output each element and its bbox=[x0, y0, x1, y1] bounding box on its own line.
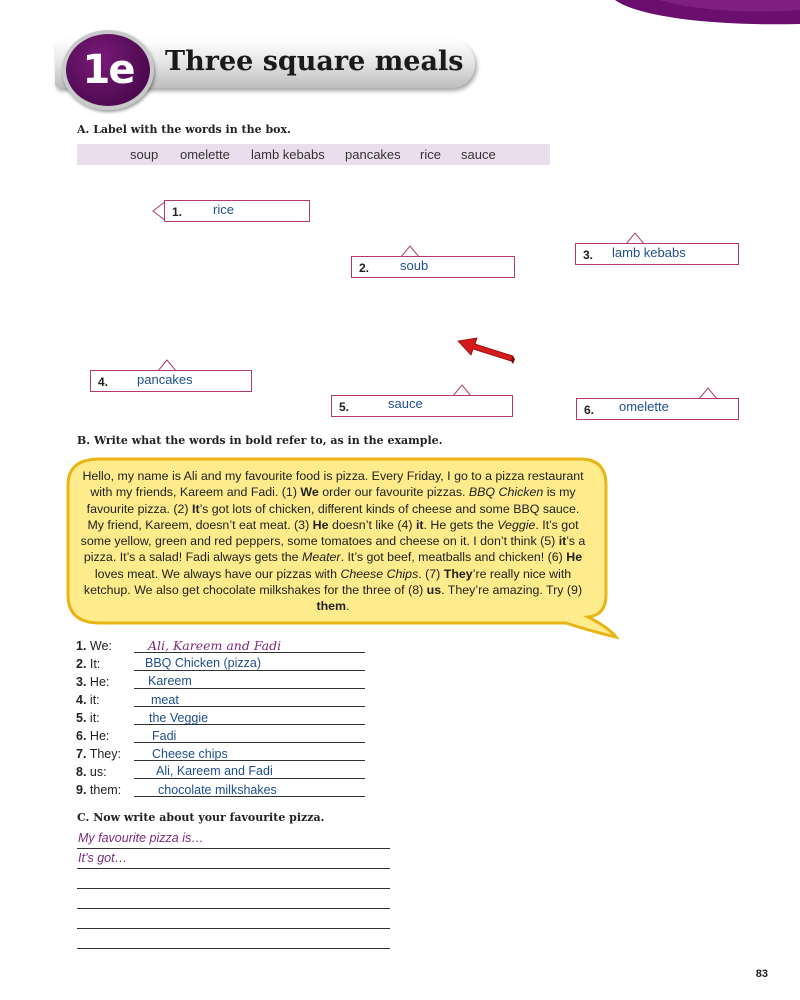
writing-line[interactable] bbox=[77, 910, 390, 929]
story-text bbox=[78, 468, 588, 615]
story-segment: . (7) bbox=[418, 566, 444, 581]
word-box-item: pancakes bbox=[345, 147, 401, 162]
story-segment: Hello, my name is Ali and my favourite food is pizza. Every Friday, I go to a pizza restaurant with my friends, Kareem and Fadi. (1) bbox=[82, 469, 584, 500]
story-segment: . They’re amazing. Try (9) bbox=[441, 583, 583, 598]
answer-row bbox=[76, 691, 376, 709]
answer-number: 5. bbox=[76, 711, 87, 725]
label-answer[interactable]: sauce bbox=[388, 396, 423, 411]
pizza-name: Cheese Chips bbox=[340, 566, 419, 581]
section-a-heading: A. Label with the words in the box. bbox=[77, 123, 291, 136]
answer-row bbox=[76, 655, 376, 673]
answer-word: We: bbox=[89, 639, 112, 653]
answer-row bbox=[76, 763, 376, 781]
writing-line[interactable] bbox=[77, 870, 390, 889]
story-segment: . He gets the bbox=[423, 517, 498, 532]
story-segment: ’re really nice with ketchup. We also get chocolate milkshakes for the three of (8) bbox=[83, 566, 572, 598]
red-arrow-icon bbox=[455, 330, 517, 366]
bold-reference-word: We bbox=[300, 485, 319, 500]
corner-decoration bbox=[600, 0, 800, 40]
word-box bbox=[77, 144, 550, 165]
label-number: 3. bbox=[583, 248, 594, 262]
label-answer[interactable]: soub bbox=[400, 258, 429, 273]
answer-line[interactable] bbox=[134, 670, 365, 671]
story-segment: . It’s got some yellow, green and red peppers, some tomatoes and cheese on it. I don’t think (5) bbox=[80, 517, 579, 549]
word-box-item: omelette bbox=[180, 147, 230, 162]
answer-word: them: bbox=[89, 783, 122, 797]
answer-number: 6. bbox=[76, 729, 87, 743]
answer-word: They: bbox=[89, 747, 121, 761]
story-segment: doesn’t like (4) bbox=[328, 517, 416, 532]
bold-reference-word: He bbox=[312, 517, 329, 532]
label-number: 5. bbox=[339, 400, 350, 414]
answer-number: 7. bbox=[76, 747, 87, 761]
label-number: 4. bbox=[98, 375, 109, 389]
answer-word: He: bbox=[89, 675, 110, 689]
label-number: 6. bbox=[584, 403, 595, 417]
label-box-2[interactable] bbox=[351, 256, 515, 278]
lesson-number: 1e bbox=[82, 47, 134, 93]
bold-reference-word: us bbox=[426, 583, 442, 598]
answer-number: 8. bbox=[76, 765, 87, 779]
answer-value[interactable]: Fadi bbox=[152, 729, 177, 743]
label-box-4[interactable] bbox=[90, 370, 252, 392]
label-box-1[interactable] bbox=[164, 200, 310, 222]
story-segment: is my favourite pizza. (2) bbox=[86, 485, 576, 516]
bold-reference-word: He bbox=[566, 550, 583, 565]
answer-value[interactable]: Ali, Kareem and Fadi bbox=[156, 764, 273, 778]
bold-reference-word: It bbox=[192, 501, 200, 516]
answer-row bbox=[76, 745, 376, 763]
writing-prompt: It’s got… bbox=[78, 851, 128, 865]
bold-reference-word: They bbox=[443, 566, 473, 581]
label-box-5[interactable] bbox=[331, 395, 513, 417]
answer-row bbox=[76, 781, 376, 799]
bold-reference-word: it bbox=[415, 517, 424, 532]
answer-line[interactable] bbox=[134, 688, 365, 689]
writing-line[interactable] bbox=[77, 830, 390, 849]
answer-number: 9. bbox=[76, 783, 87, 797]
word-box-item: rice bbox=[420, 147, 441, 162]
answer-row bbox=[76, 637, 376, 655]
label-number: 2. bbox=[359, 261, 370, 275]
answer-value[interactable]: the Veggie bbox=[149, 711, 209, 725]
answer-number: 1. bbox=[76, 639, 87, 653]
story-segment: . bbox=[346, 599, 350, 614]
label-box-3[interactable] bbox=[575, 243, 739, 265]
answer-row bbox=[76, 727, 376, 745]
answer-row bbox=[76, 709, 376, 727]
bold-reference-word: them bbox=[316, 599, 347, 614]
story-segment: order our favourite pizzas. bbox=[318, 485, 469, 500]
answer-word: us: bbox=[89, 765, 107, 779]
writing-line[interactable] bbox=[77, 890, 390, 909]
word-box-item: sauce bbox=[461, 147, 496, 162]
answer-number: 4. bbox=[76, 693, 87, 707]
answer-value[interactable]: BBQ Chicken (pizza) bbox=[145, 656, 262, 670]
story-segment: loves meat. We always have our pizzas with bbox=[94, 566, 341, 581]
answer-value[interactable]: Cheese chips bbox=[152, 747, 228, 761]
story-segment: ’s got lots of chicken, different kinds of cheese and some BBQ sauce. My friend, Kareem, doesn’t eat meat. (3) bbox=[87, 501, 580, 532]
section-b-heading: B. Write what the words in bold refer to, as in the example. bbox=[77, 434, 443, 447]
label-answer[interactable]: lamb kebabs bbox=[612, 245, 686, 260]
story-segment: ’s a pizza. It’s a salad! Fadi always gets the bbox=[83, 534, 586, 565]
story-segment: . It’s got beef, meatballs and chicken! (6) bbox=[340, 550, 567, 565]
page-title: Three square meals bbox=[165, 46, 464, 77]
word-box-item: lamb kebabs bbox=[251, 147, 325, 162]
answer-value[interactable]: chocolate milkshakes bbox=[158, 783, 277, 797]
answer-value[interactable]: Kareem bbox=[148, 674, 192, 688]
word-box-item: soup bbox=[130, 147, 159, 162]
label-number: 1. bbox=[172, 205, 183, 219]
answer-row bbox=[76, 673, 376, 691]
writing-line[interactable] bbox=[77, 850, 390, 869]
answer-word: He: bbox=[89, 729, 110, 743]
writing-line[interactable] bbox=[77, 930, 390, 949]
pizza-name: Meater bbox=[302, 550, 341, 565]
answer-word: it: bbox=[89, 693, 100, 707]
label-answer[interactable]: rice bbox=[213, 202, 234, 217]
pizza-name: Veggie bbox=[497, 517, 536, 532]
label-answer[interactable]: pancakes bbox=[137, 372, 193, 387]
lesson-badge bbox=[62, 30, 154, 110]
answer-line[interactable] bbox=[134, 778, 365, 779]
writing-prompt: My favourite pizza is… bbox=[78, 831, 204, 845]
answer-word: It: bbox=[89, 657, 101, 671]
pizza-name: BBQ Chicken bbox=[468, 485, 544, 500]
answer-number: 3. bbox=[76, 675, 87, 689]
label-answer[interactable]: omelette bbox=[619, 399, 669, 414]
answer-value[interactable]: Ali, Kareem and Fadi bbox=[148, 638, 282, 653]
bold-reference-word: it bbox=[558, 534, 567, 549]
answer-word: it: bbox=[89, 711, 100, 725]
answer-value[interactable]: meat bbox=[151, 693, 179, 707]
page-number: 83 bbox=[755, 968, 768, 980]
label-box-6[interactable] bbox=[576, 398, 739, 420]
section-c-heading: C. Now write about your favourite pizza. bbox=[77, 811, 325, 824]
answer-number: 2. bbox=[76, 657, 87, 671]
